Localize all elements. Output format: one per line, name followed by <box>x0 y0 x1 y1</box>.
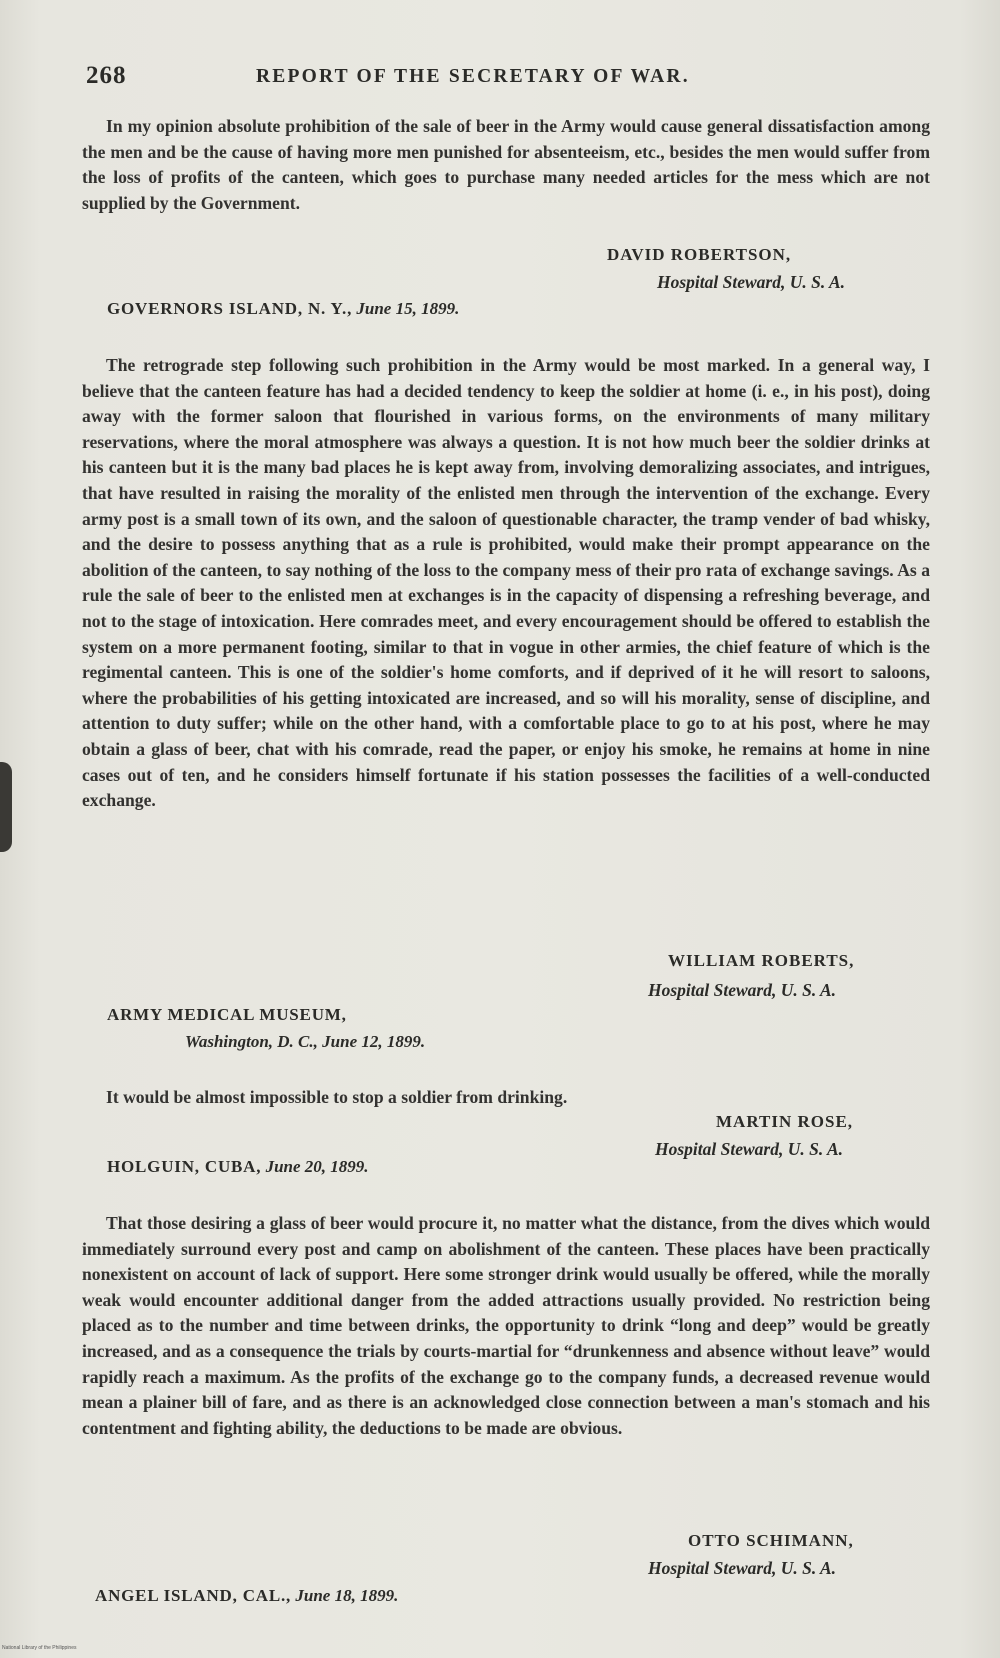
signer-title-rose: Hospital Steward, U. S. A. <box>655 1139 843 1159</box>
place-date-schimann <box>95 1586 398 1606</box>
signer-name-robertson: DAVID ROBERTSON, <box>607 245 792 264</box>
place-date-roberts <box>107 1005 347 1025</box>
letter-date: June 15, 1899. <box>356 299 460 318</box>
page-number: 268 <box>86 62 127 89</box>
letter-body-robertson: In my opinion absolute prohibition of the sale of beer in the Army would cause general dissatisfaction among the men and be the cause of having more men punished for absenteeism, etc., besides the men would suffer from the loss of profits of the canteen, which goes to purchase many needed articles for the mess which are not supplied by the Government. <box>82 116 930 213</box>
letter-date: June 20, 1899. <box>265 1157 369 1176</box>
letter-body-roberts: The retrograde step following such prohibition in the Army would be most marked. In a general way, I believe that the canteen feature has had a decided tendency to keep the soldier at home (i. e., in his post), doing away with the former saloon that flourished in various forms, on the environments of many military reservations, where the moral atmosphere was always a question. It is not how much beer the soldier drinks at his canteen but it is the many bad places he is kept away from, involving demoralizing associates, and intrigues, that have resulted in raising the morality of the enlisted men through the intervention of the exchange. Every army post is a small town of its own, and the saloon of questionable character, the tramp vender of bad whisky, and the desire to possess anything that as a rule is prohibited, would make their prompt appearance on the abolition of the canteen, to say nothing of the loss to the company mess of their pro rata of exchange savings. As a rule the sale of beer to the enlisted men at exchanges is in the capacity of dispensing a refreshing beverage, and not to the stage of intoxication. Here comrades meet, and every encouragement should be offered to establish the system on a more permanent footing, similar to that in vogue in other armies, the chief feature of which is the regimental canteen. This is one of the soldier's home comforts, and if deprived of it he will resort to saloons, where the probabilities of his getting intoxicated are increased, and so will his morality, sense of discipline, and attention to duty suffer; while on the other hand, with a comfortable place to go to at his post, where he may obtain a glass of beer, chat with his comrade, read the paper, or enjoy his smoke, he remains at home in nine cases out of ten, and he considers himself fortunate if his station possesses the facilities of a well-conducted exchange. <box>82 355 930 811</box>
letter-body-schimann: That those desiring a glass of beer would procure it, no matter what the distance, from the dives which would immediately surround every post and camp on abolishment of the canteen. These places have been practically nonexistent on account of lack of support. Here some stronger drink would usually be offered, while the morally weak would encounter additional danger from the added attractions usually provided. No restriction being placed as to the number and time between drinks, the opportunity to drink “long and deep” would be greatly increased, and as a consequence the trials by courts-martial for “drunkenness and absence without leave” would rapidly reach a maximum. As the profits of the exchange go to the company funds, a decreased revenue would mean a plainer bill of fare, and as there is an acknowledged close connection between a man's stomach and his contentment and fighting ability, the deductions to be made are obvious. <box>82 1213 930 1438</box>
scan-source-note: National Library of the Philippines <box>2 1645 77 1651</box>
running-title: REPORT OF THE SECRETARY OF WAR. <box>256 66 690 87</box>
place-date-robertson <box>107 299 459 319</box>
place-name: ANGEL ISLAND, CAL., <box>95 1586 292 1605</box>
place-date-roberts-line2 <box>185 1032 425 1052</box>
signer-title-robertson: Hospital Steward, U. S. A. <box>657 272 845 292</box>
page-header <box>86 62 926 98</box>
letter-date: June 18, 1899. <box>295 1586 399 1605</box>
letter-body-rose: It would be almost impossible to stop a soldier from drinking. <box>106 1087 568 1107</box>
place-name: GOVERNORS ISLAND, N. Y., <box>107 299 353 318</box>
place-city: Washington, D. C., <box>185 1032 318 1051</box>
signer-name-schimann: OTTO SCHIMANN, <box>688 1531 854 1550</box>
letter-date: June 12, 1899. <box>322 1032 426 1051</box>
signer-title-roberts: Hospital Steward, U. S. A. <box>648 980 836 1000</box>
place-name: HOLGUIN, CUBA, <box>107 1157 262 1176</box>
signer-name-rose: MARTIN ROSE, <box>716 1112 854 1131</box>
place-name: ARMY MEDICAL MUSEUM, <box>107 1005 347 1024</box>
place-date-rose <box>107 1157 369 1177</box>
signer-title-schimann: Hospital Steward, U. S. A. <box>648 1558 836 1578</box>
binding-shadow <box>0 762 12 852</box>
signer-name-roberts: WILLIAM ROBERTS, <box>668 951 855 970</box>
